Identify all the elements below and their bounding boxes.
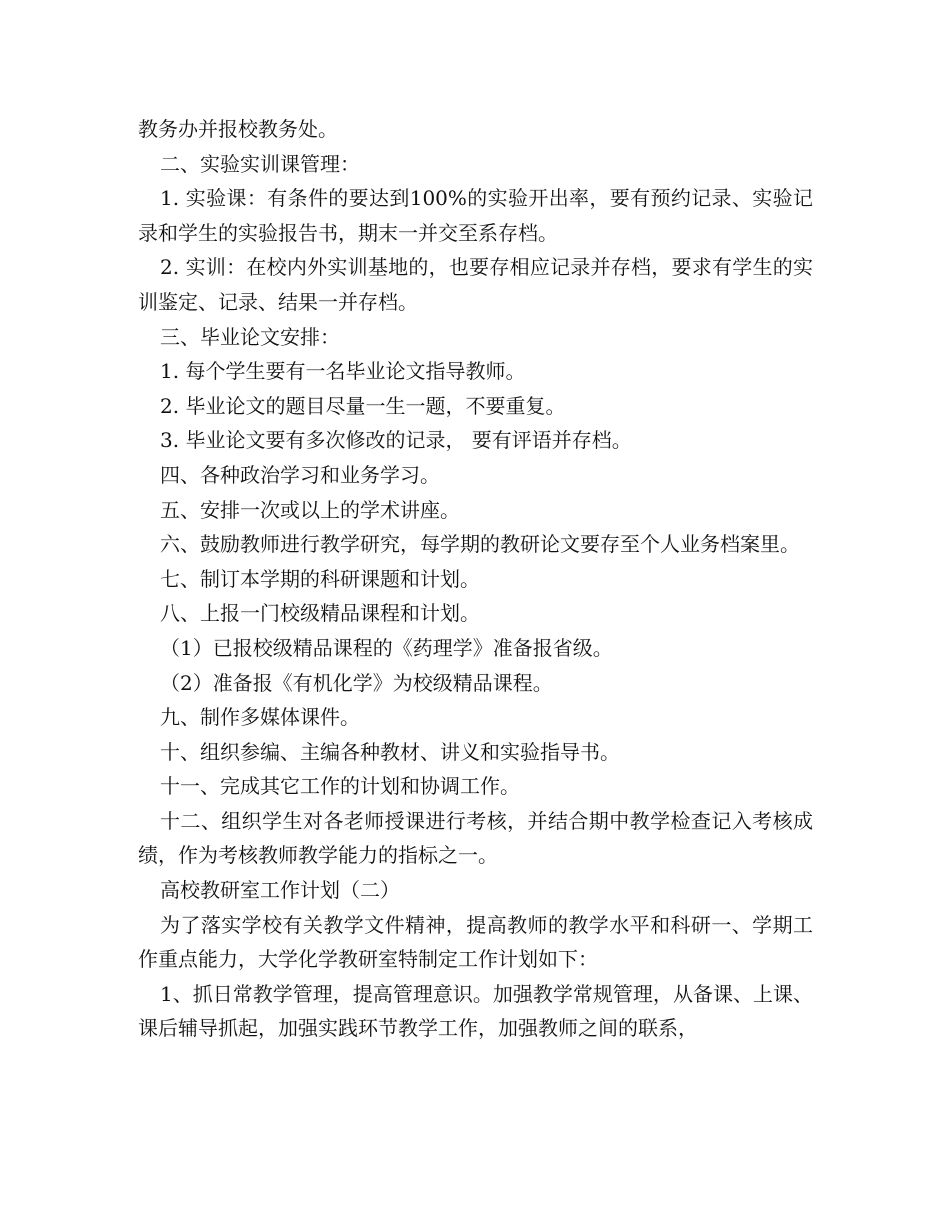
list-item: 3. 毕业论文要有多次修改的记录， 要有评语并存档。 — [160, 428, 632, 453]
list-item: 1. 每个学生要有一名毕业论文指导教师。 — [160, 359, 526, 384]
section-heading: 六、鼓励教师进行教学研究，每学期的教研论文要存至个人业务档案里。 — [160, 532, 800, 557]
section-heading: 九、制作多媒体课件。 — [160, 705, 360, 730]
section-heading: 十、组织参编、主编各种教材、讲义和实验指导书。 — [160, 739, 620, 764]
section-heading: 七、制订本学期的科研课题和计划。 — [160, 566, 480, 591]
section-heading: 五、安排一次或以上的学术讲座。 — [160, 497, 460, 522]
document-body — [138, 112, 813, 1046]
list-item: 2. 毕业论文的题目尽量一生一题，不要重复。 — [160, 393, 566, 418]
paragraph: 1. 实验课：有条件的要达到100%的实验开出率，要有预约记录、实验记录和学生的实验报告书，期末一并交至系存档。 — [138, 186, 813, 245]
document-subtitle: 高校教研室工作计划（二） — [160, 878, 400, 903]
section-heading: 八、上报一门校级精品课程和计划。 — [160, 601, 480, 626]
section-heading: 三、毕业论文安排： — [160, 324, 340, 349]
list-item: （2）准备报《有机化学》为校级精品课程。 — [160, 670, 553, 695]
paragraph: 2. 实训：在校内外实训基地的，也要存相应记录并存档，要求有学生的实训鉴定、记录、结果一并存档。 — [138, 255, 813, 314]
section-heading: 十二、组织学生对各老师授课进行考核，并结合期中教学检查记入考核成绩，作为考核教师教学能力的指标之一。 — [138, 808, 813, 868]
paragraph: 教务办并报校教务处。 — [138, 117, 338, 141]
section-heading: 二、实验实训课管理： — [160, 151, 360, 176]
paragraph: 1、抓日常教学管理，提高管理意识。加强教学常规管理，从备课、上课、课后辅导抓起，加强实践环节教学工作，加强教师之间的联系， — [138, 981, 813, 1041]
list-item: （1）已报校级精品课程的《药理学》准备报省级。 — [160, 635, 613, 660]
section-heading: 四、各种政治学习和业务学习。 — [160, 462, 440, 487]
section-heading: 十一、完成其它工作的计划和协调工作。 — [160, 774, 520, 799]
paragraph: 为了落实学校有关教学文件精神，提高教师的教学水平和科研一、学期工作重点能力，大学化学教研室特制定工作计划如下： — [138, 912, 813, 972]
